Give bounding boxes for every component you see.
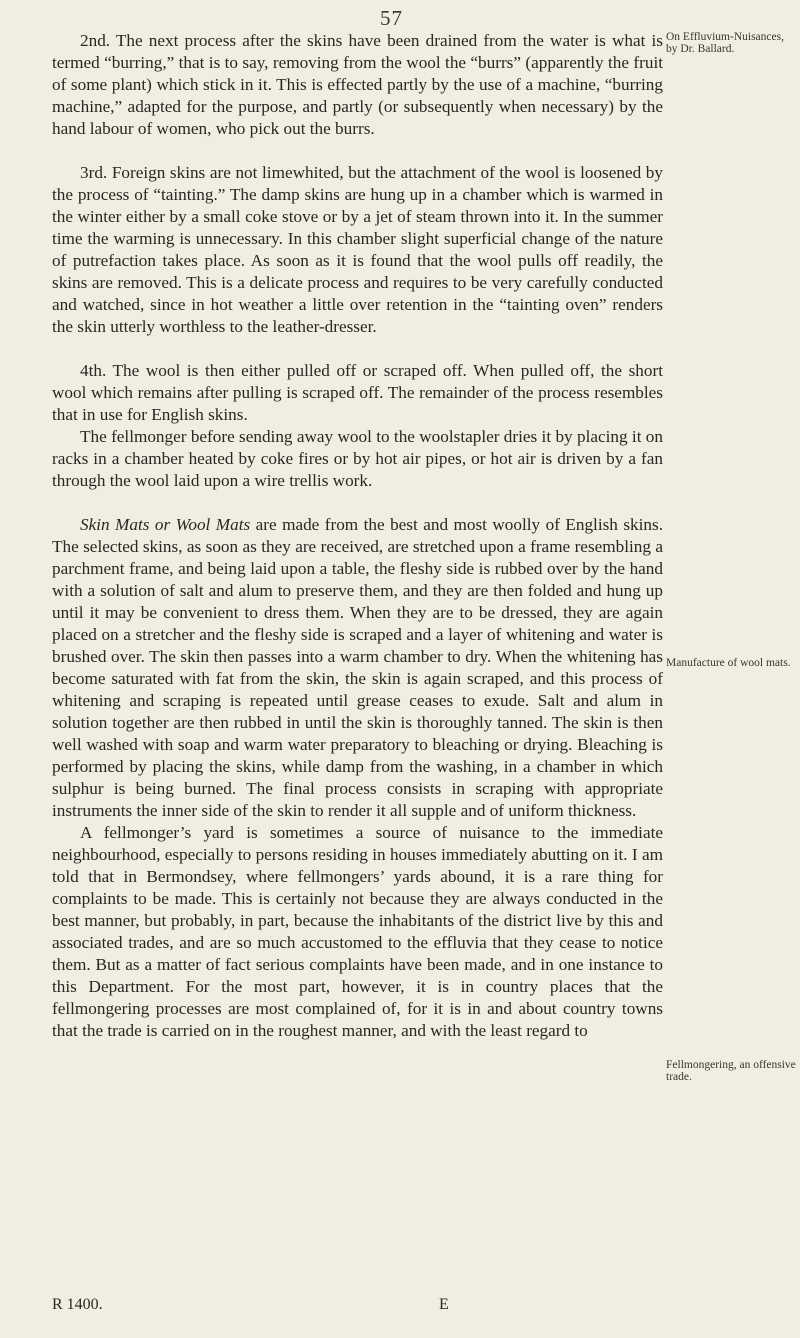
paragraph-drying: The fellmonger before sending away wool to the woolstapler dries it by placing it on racks in a chamber heated by coke fires or by hot air pipes, or hot air is driven by a fan through the wool laid upon a wire trellis work. (52, 427, 663, 490)
margin-note-offensive-trade: Fellmongering, an offensive trade. (666, 1059, 796, 1083)
paragraph-skin-mats (52, 514, 663, 822)
paragraph-burring: 2nd. The next process after the skins have been drained from the water is what is termed “burring,” that is to say, removing from the wool the “burrs” (apparently the fruit of some plant) which stick in it. This is effected partly by the use of a machine, “burring machine,” adapted for the purpose, and partly (or subsequently when necessary) by the hand labour of women, who pick out the burrs. (52, 31, 663, 138)
page-footer (52, 1296, 502, 1314)
margin-note-effluvium: On Effluvium-Nuisances, by Dr. Ballard. (666, 31, 784, 55)
paragraph-pulling: 4th. The wool is then either pulled off or scraped off. When pulled off, the short wool which remains after pulling is scraped off. The remainder of the process resembles that in use for English skins. (52, 361, 663, 424)
skin-mats-heading: Skin Mats or Wool Mats (80, 515, 251, 534)
sheet-letter: E (439, 1296, 449, 1313)
paragraph-nuisance: A fellmonger’s yard is sometimes a source of nuisance to the immediate neighbourhood, especially to persons residing in houses immediately abutting on it. I am told that in Bermondsey, where fellmongers’ yards abound, it is a rare thing for complaints to be made. This is certainly not because they are always conducted in the best manner, but probably, in part, because the inhabitants of the district live by this and associated trades, and are so much accustomed to the effluvia that they cease to notice them. But as a matter of fact serious complaints have been made, and in one instance to this Department. For the most part, however, it is in country places that the fellmongering processes are most complained of, for it is in and about country towns that the trade is carried on in the roughest manner, and with the least regard to (52, 823, 663, 1040)
margin-note-wool-mats: Manufacture of wool mats. (666, 657, 791, 669)
skin-mats-text: are made from the best and most woolly of English skins. The selected skins, as soon as they are received, are stretched upon a frame resembling a parchment frame, and being laid upon a table, the fleshy side is rubbed over by the hand with a solution of salt and alum to preserve them, and they are then folded and hung up until it may be convenient to dress them. When they are to be dressed, they are again placed on a stretcher and the fleshy side is scraped and a layer of whitening and water is brushed over. The skin then passes into a warm chamber to dry. When the whitening has become saturated with fat from the skin, the skin is again scraped, and this process of whitening and scraping is repeated until grease ceases to exude. Salt and alum in solution together are then rubbed in until the skin is thoroughly tanned. The skin is then well washed with soap and warm water preparatory to bleaching or drying. Bleaching is performed by placing the skins, while damp from the washing, in a chamber in which sulphur is being burned. The final process consists in scraping with appropriate instruments the inner side of the skin to render it all supple and of uniform thickness. (52, 515, 663, 820)
signature-mark: R 1400. (52, 1296, 103, 1313)
paragraph-tainting: 3rd. Foreign skins are not limewhited, but the attachment of the wool is loosened by the process of “tainting.” The damp skins are hung up in a chamber which is warmed in the winter either by a small coke stove or by a jet of steam thrown into it. In the summer time the warming is unnecessary. In this chamber slight superficial change of the nature of putrefaction takes place. As soon as it is found that the wool pulls off readily, the skins are removed. This is a delicate process and requires to be very carefully conducted and watched, since in hot weather a little over retention in the “tainting oven” renders the skin utterly worthless to the leather-dresser. (52, 163, 663, 336)
page-number: 57 (380, 6, 403, 30)
main-text (52, 30, 663, 1042)
